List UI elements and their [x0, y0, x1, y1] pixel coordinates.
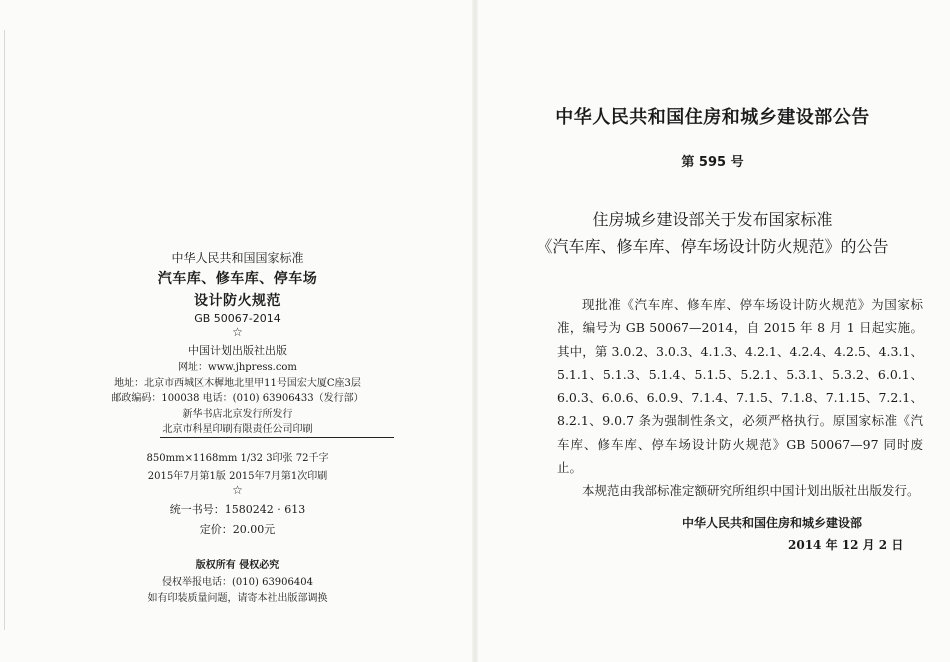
announcement-subtitle-line2: 《汽车库、修车库、停车场设计防火规范》的公告: [536, 237, 889, 256]
format-line: 850mm×1168mm 1/32 3印张 72千字: [146, 453, 329, 464]
divider-line: [160, 437, 394, 438]
announcement-page: [475, 0, 950, 662]
signature-organization: 中华人民共和国住房和城乡建设部: [682, 516, 863, 530]
standard-series-label: 中华人民共和国国家标准: [171, 251, 304, 265]
book-title-line2: 设计防火规范: [194, 293, 281, 309]
publisher-line: 中国计划出版社出版: [188, 344, 287, 357]
postcode-phone-line: 邮政编码：100038 电话：(010) 63906433（发行部）: [111, 393, 364, 404]
announcement-subtitle-line1: 住房城乡建设部关于发布国家标准: [592, 210, 833, 229]
price-line: 定价：20.00元: [199, 523, 276, 536]
report-phone-line: 侵权举报电话：(010) 63906404: [162, 577, 313, 588]
website-line: 网址：www.jhpress.com: [178, 362, 297, 373]
printer-line: 北京市科星印刷有限责任公司印刷: [162, 424, 313, 435]
defect-note-line: 如有印装质量问题，请寄本社出版部调换: [147, 593, 328, 604]
signature-date: 2014 年 12 月 2 日: [788, 538, 904, 552]
standard-code: GB 50067-2014: [194, 312, 281, 325]
body-paragraph-2: 本规范由我部标准定额研究所组织中国计划出版社出版发行。: [582, 483, 920, 499]
distributor-line: 新华书店北京发行所发行: [182, 409, 293, 420]
edition-line: 2015年7月第1版 2015年7月第1次印刷: [147, 471, 328, 482]
book-title-line1: 汽车库、修车库、停车场: [157, 271, 318, 287]
isbn-line: 统一书号：1580242 · 613: [169, 503, 306, 516]
address-line: 地址：北京市西城区木樨地北里甲11号国宏大厦C座3层: [114, 378, 361, 389]
announcement-body: [557, 293, 923, 503]
body-paragraph-1: 现批准《汽车库、修车库、停车场设计防火规范》为国家标准，编号为 GB 50067—2014，自 2015 年 8 月 1 日起实施。其中，第 3.0.2、3.0.3、4.1.3、4.2.1、4.2.4、4.2.5、4.3.1、5.1.1、5.1.3、5.1.4、5.1.5、5.2.1、5.3.1、5.3.2、6.0.1、6.0.3、6.0.6、6.0.9、7.1.4、7.1.5、7.1.8、7.1.15、7.2.1、8.2.1、9.0.7 条为强制性条文，必须严格执行。原国家标准《汽车库、修车库、停车场设计防火规范》GB 50067—97 同时废止。: [557, 297, 923, 476]
star-ornament-2: ☆: [232, 483, 243, 497]
announcement-number: 第 595 号: [681, 155, 744, 170]
rights-line: 版权所有 侵权必究: [195, 560, 280, 571]
star-ornament: ☆: [232, 325, 243, 339]
announcement-heading: 中华人民共和国住房和城乡建设部公告: [555, 107, 870, 128]
